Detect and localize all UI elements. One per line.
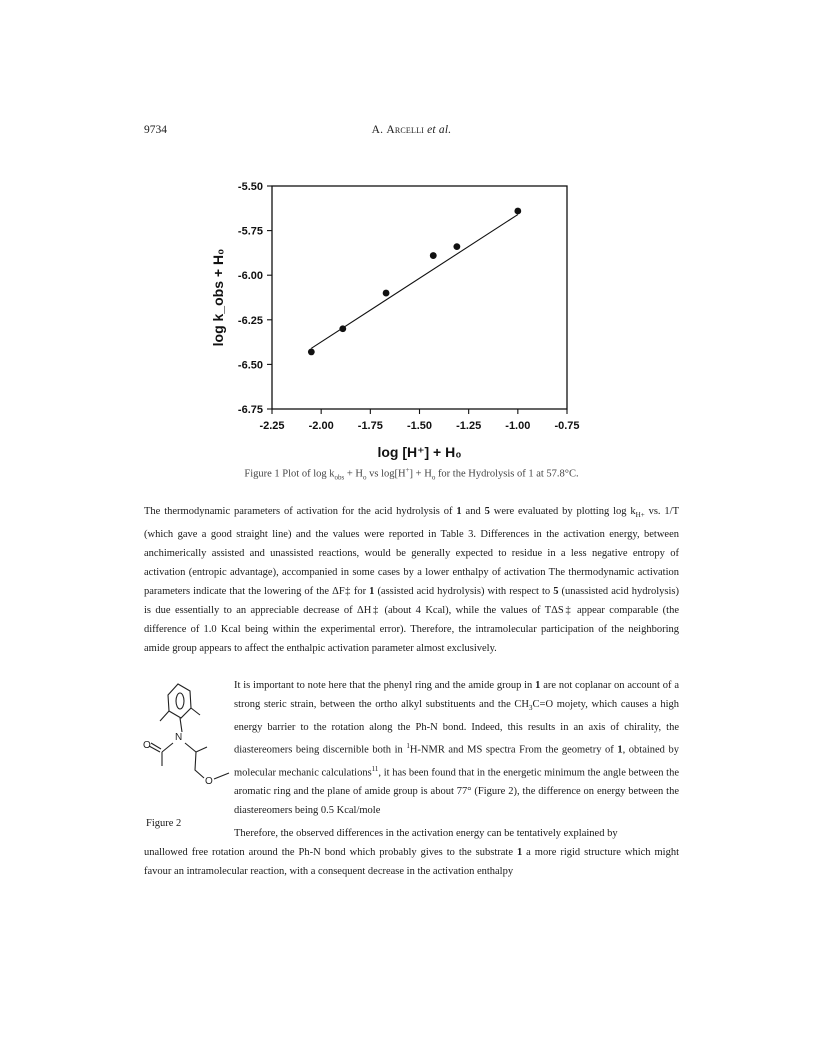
data-point [339, 325, 346, 332]
data-point [383, 290, 390, 297]
y-tick-label: -6.75 [237, 404, 263, 416]
figure-1-caption: Figure 1 Plot of $\log k_{obs} + H_o$ vs $\log[H^+] + H_o$ for the Hydrolysis of 1 at 57.8°C. [244, 466, 579, 482]
x-tick-label: -2.25 [259, 420, 285, 432]
ortho-methyl-right [191, 708, 200, 715]
y-tick-label: -6.50 [237, 359, 263, 372]
y-tick-label: -6.00 [237, 270, 263, 283]
atom-o-carbonyl: O [143, 740, 151, 751]
x-tick-label: -1.00 [505, 420, 531, 432]
y-tick-label: -5.50 [237, 181, 263, 193]
y-tick-label: -5.75 [237, 225, 263, 238]
ortho-methyl-left [160, 711, 169, 721]
paragraph-steric-strain: It is important to note here that the phenyl ring and the amide group in 1 are not coplanar on account of a strong steric strain, between the ortho alkyl substituents and the $CH_3C=O$ mojety, which causes a high energy barrier to the rotation along the Ph-N bond. Indeed, this results in an axis of chirality, the diastereomers being discernible both in $^1$H-NMR and MS spectra From the geometry of 1, obtained by molecular mechanic calculations$^{11}$, it has been found that in the energetic minimum the angle between the aromatic ring and the plane of amide group is about 77° (Figure 2), the difference on energy between the diastereomers being 0.5 Kcal/mole [234, 680, 679, 817]
paragraph-conclusion: Therefore, the observed differences in the activation energy can be tentatively explained by unallowed free rotation around the Ph-N bond which probably gives to the substrate 1 a more rigid structure which might favour an intramolecular reaction, with a consequent decrease in the activation enthalpy [144, 828, 679, 877]
x-tick-label: -0.75 [554, 420, 580, 432]
n-carbonyl-bond [162, 743, 173, 752]
o-methyl [214, 773, 229, 779]
data-point [514, 208, 521, 215]
atom-o-ether: O [205, 776, 213, 787]
phenyl-ring [168, 684, 191, 718]
ch2-o-chain [195, 752, 204, 778]
running-head-author: Arcelli [386, 124, 425, 136]
data-point [308, 349, 315, 356]
x-axis-label: log [H⁺] + H₀ [377, 444, 462, 460]
figure-1-chart [205, 175, 605, 465]
x-tick-label: -1.50 [406, 420, 433, 432]
figure-2-label: Figure 2 [146, 818, 182, 829]
atom-n: N [175, 732, 183, 743]
running-head-etal: et al. [427, 124, 452, 136]
paragraph-thermodynamics: The thermodynamic parameters of activation for the acid hydrolysis of 1 and 5 were evaluated by plotting $\log k_{H+}$ vs. 1/T (which gave a good straight line) and the values were reported in Table 3. Differences in the activation energy, between anchimerically assisted and unassisted reactions, would be generally expected to residue in a less negative entropy of activation (entropic advantage), accompanied in some cases by a lower enthalpy of activation The thermodynamic activation parameters indicate that the lowering of the ΔF‡ for 1 (assisted acid hydrolysis) with respect to 5 (unassisted acid hydrolysis) is due essentially to an appreciable decrease of ΔH‡ (about 4 Kcal), while the values of TΔS‡ appear comparable (the difference of 1.0 Kcal being within the experimental error). Therefore, the intramolecular participation of the neighboring amide group appears to affect the enthalpic activation parameter almost exclusively. [144, 506, 679, 655]
n-ch-methyl [185, 743, 207, 752]
y-tick-label: -6.25 [237, 314, 263, 327]
ph-n-bond [180, 718, 182, 732]
plot-frame [272, 186, 567, 409]
page-number: 9734 [144, 124, 167, 136]
aromatic-circle [176, 693, 184, 709]
x-tick-label: -2.00 [308, 420, 334, 432]
y-axis-label: log k_obs + H₀ [210, 248, 226, 347]
data-point [453, 243, 460, 250]
carbonyl-double-bond [149, 743, 161, 752]
figure-2-molecule [144, 678, 236, 803]
data-point [430, 252, 437, 259]
page-header [144, 124, 679, 144]
x-tick-label: -1.75 [357, 420, 383, 432]
running-head: A. Arcelli et al. [371, 124, 452, 136]
x-tick-label: -1.25 [456, 420, 482, 432]
